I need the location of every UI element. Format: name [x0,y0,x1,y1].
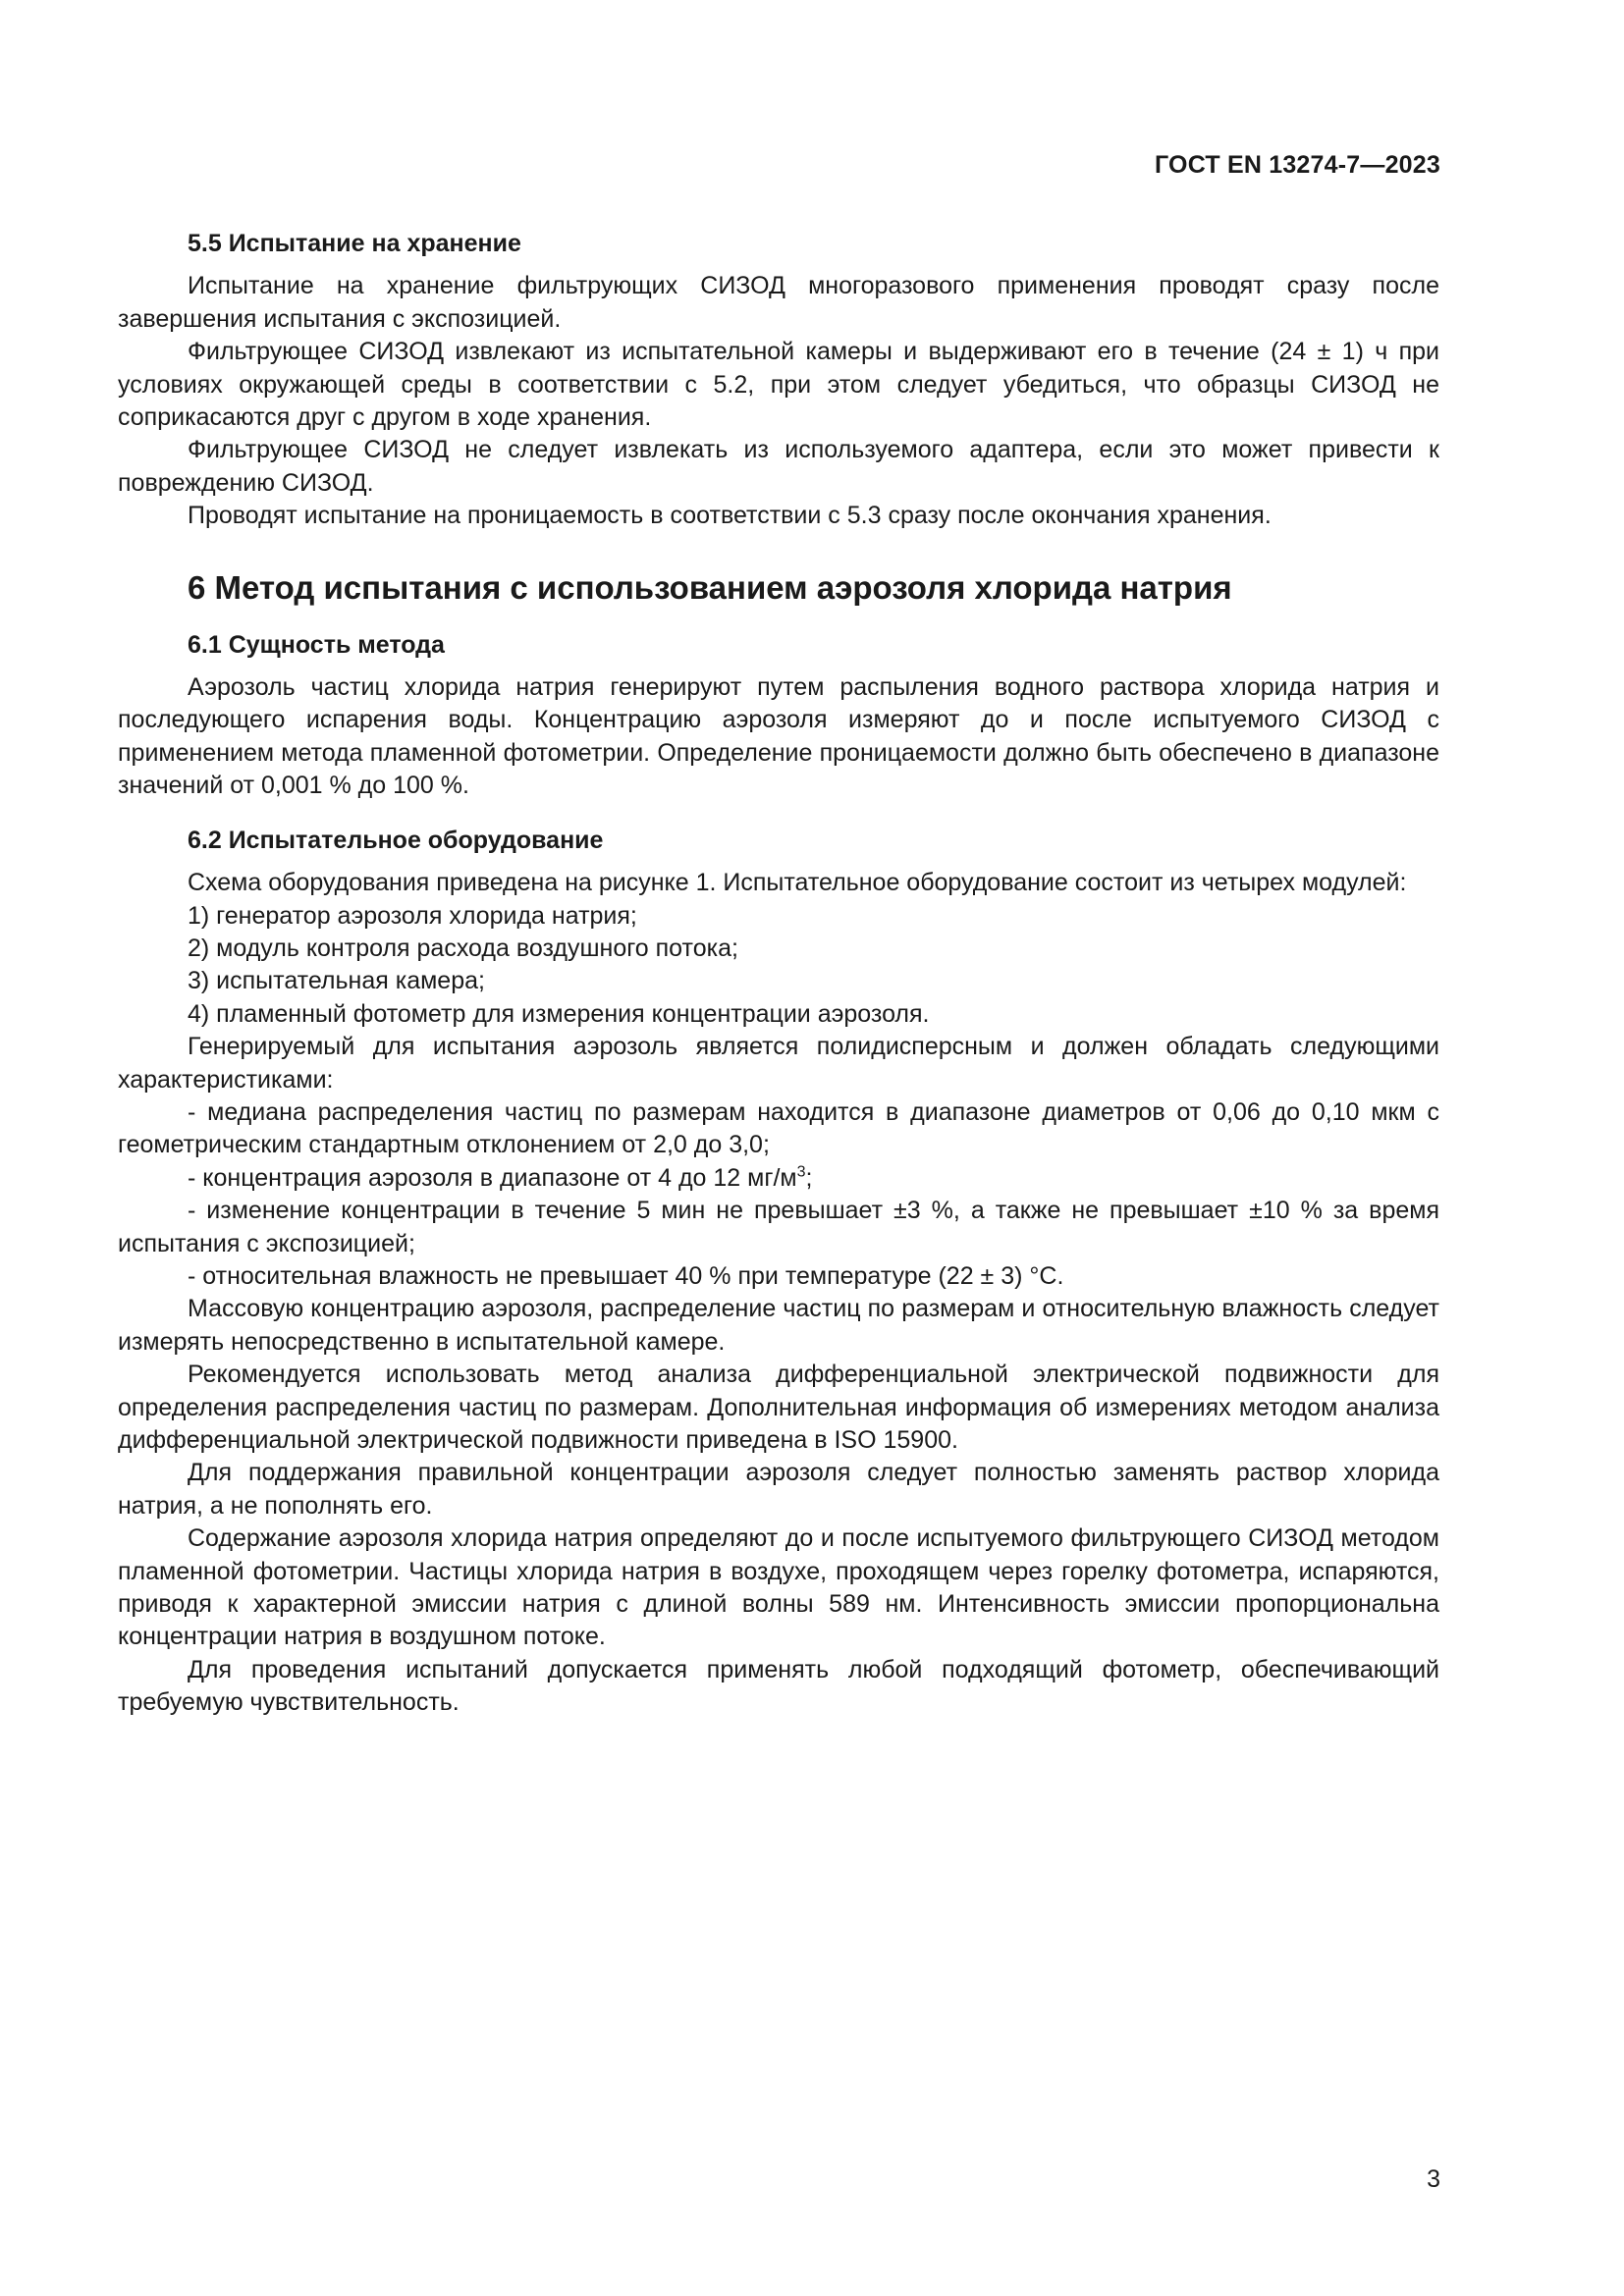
superscript: 3 [796,1163,806,1181]
page-number: 3 [1427,2165,1440,2193]
characteristic-item [118,1162,1439,1195]
paragraph: Фильтрующее СИЗОД не следует извлекать из используемого адаптера, если это может привести к повреждению СИЗОД. [118,436,1439,497]
section-6-2-title: 6.2 Испытательное оборудование [188,826,604,854]
paragraph: Испытание на хранение фильтрующих СИЗОД многоразового применения проводят сразу после завершения испытания с экспозицией. [118,272,1439,333]
section-5-5-title: 5.5 Испытание на хранение [188,230,521,257]
paragraph: Генерируемый для испытания аэрозоль является полидисперсным и должен обладать следующими характеристиками: [118,1033,1439,1094]
paragraph: Фильтрующее СИЗОД извлекают из испытательной камеры и выдерживают его в течение (24 ± 1) ч при условиях окружающей среды в соответствии с 5.2, при этом следует убедиться, что образцы СИЗОД не соприкасаются друг с другом в ходе хранения. [118,338,1439,432]
characteristic-item: - относительная влажность не превышает 40 % при температуре (22 ± 3) °С. [188,1261,1064,1290]
document-body [118,228,1439,1720]
list-item: 1) генератор аэрозоля хлорида натрия; [188,901,637,930]
document-code: ГОСТ EN 13274-7—2023 [1155,151,1440,179]
paragraph: Для проведения испытаний допускается применять любой подходящий фотометр, обеспечивающий требуемую чувствительность. [118,1655,1439,1717]
paragraph: Содержание аэрозоля хлорида натрия определяют до и после испытуемого фильтрующего СИЗОД методом пламенной фотометрии. Частицы хлорида натрия в воздухе, проходящем через горелку фотометра, испаряются, приводя к характерной эмиссии натрия с длиной волны 589 нм. Интенсивность эмиссии пропорциональна концентрации натрия в воздушном потоке. [118,1524,1439,1651]
paragraph: Аэрозоль частиц хлорида натрия генерируют путем распыления водного раствора хлорида натрия и последующего испарения воды. Концентрацию аэрозоля измеряют до и после испытуемого СИЗОД с применением метода пламенной фотометрии. Определение проницаемости должно быть обеспечено в диапазоне значений от 0,001 % до 100 %. [118,673,1439,800]
list-item: 3) испытательная камера; [188,967,485,995]
section-6-title: 6 Метод испытания с использованием аэрозоля хлорида натрия [188,568,1232,606]
section-6-1-title: 6.1 Сущность метода [188,630,445,659]
paragraph: Массовую концентрацию аэрозоля, распределение частиц по размерам и относительную влажность следует измерять непосредственно в испытательной камере. [118,1295,1439,1356]
list-item: 2) модуль контроля расхода воздушного потока; [188,934,738,962]
characteristic-text: - концентрация аэрозоля в диапазоне от 4 до 12 мг/м [188,1163,797,1192]
characteristic-text-end: ; [805,1163,813,1192]
paragraph: Проводят испытание на проницаемость в соответствии с 5.3 сразу после окончания хранения. [188,502,1272,530]
paragraph: Рекомендуется использовать метод анализа дифференциальной электрической подвижности для определения распределения частиц по размерам. Дополнительная информация об измерениях методом анализа дифференциальной электрической подвижности приведена в ISO 15900. [118,1361,1439,1454]
paragraph: Схема оборудования приведена на рисунке 1. Испытательное оборудование состоит из четырех модулей: [188,869,1407,897]
paragraph: Для поддержания правильной концентрации аэрозоля следует полностью заменять раствор хлорида натрия, а не пополнять его. [118,1459,1439,1520]
list-item: 4) пламенный фотометр для измерения концентрации аэрозоля. [188,999,930,1028]
characteristic-item: - изменение концентрации в течение 5 мин не превышает ±3 %, а также не превышает ±10 % за время испытания с экспозицией; [118,1197,1439,1257]
characteristic-item: - медиана распределения частиц по размерам находится в диапазоне диаметров от 0,06 до 0,10 мкм с геометрическим стандартным отклонением от 2,0 до 3,0; [118,1097,1439,1159]
